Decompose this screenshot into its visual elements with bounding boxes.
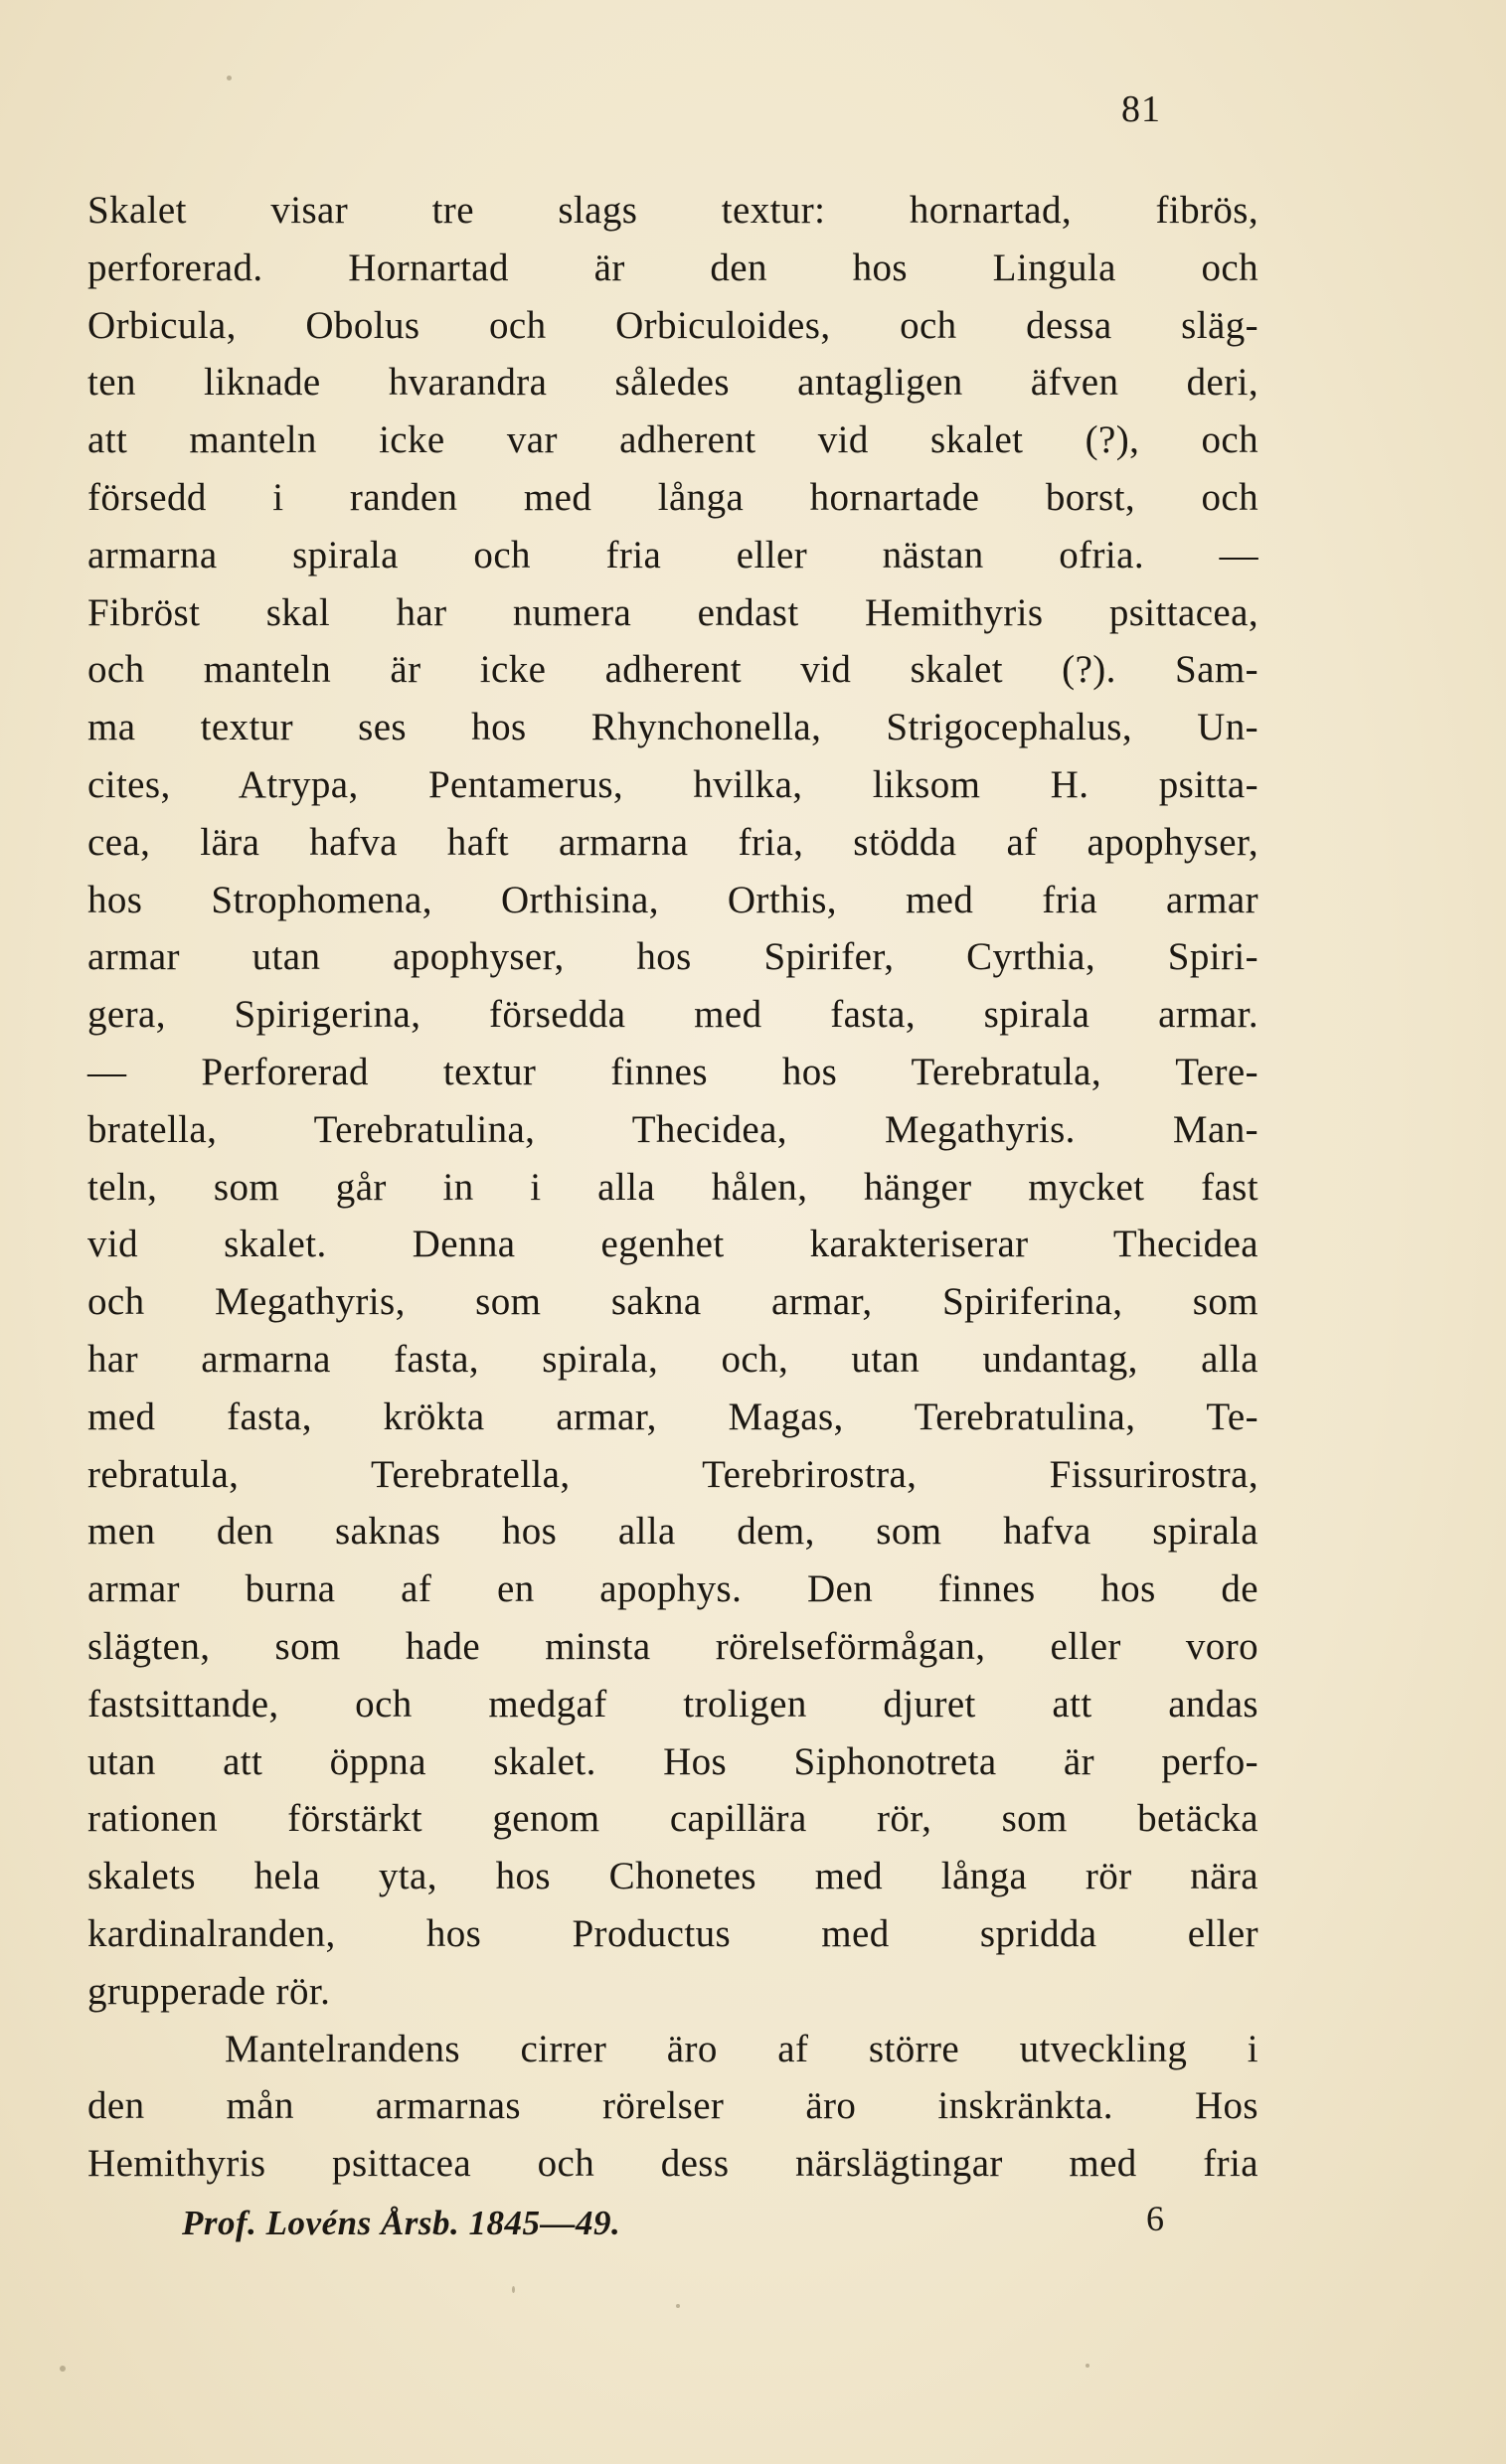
text-line: armarna spirala och fria eller nästan ofria. — bbox=[87, 533, 1258, 576]
text-line: kardinalranden, hos Productus med spridda eller bbox=[87, 1911, 1258, 1955]
signature-mark: Prof. Lovéns Årsb. 1845—49. bbox=[182, 2204, 621, 2242]
text-line: med fasta, krökta armar, Magas, Terebratulina, Te- bbox=[87, 1395, 1258, 1438]
body-text bbox=[87, 182, 1258, 2193]
text-line: skalets hela yta, hos Chonetes med långa rör nära bbox=[87, 1855, 1258, 1898]
text-line: hos Strophomena, Orthisina, Orthis, med fria armar bbox=[87, 878, 1258, 921]
text-line: — Perforerad textur finnes hos Terebratula, Tere- bbox=[87, 1050, 1258, 1093]
text-line: slägten, som hade minsta rörelseförmågan, eller voro bbox=[87, 1624, 1258, 1668]
text-line: Fibröst skal har numera endast Hemithyris psittacea, bbox=[87, 590, 1258, 634]
text-line: Mantelrandens cirrer äro af större utveckling i bbox=[225, 2027, 1258, 2070]
text-line: bratella, Terebratulina, Thecidea, Megathyris. Man- bbox=[87, 1107, 1258, 1151]
text-line: Orbicula, Obolus och Orbiculoides, och dessa släg- bbox=[87, 303, 1258, 347]
text-line: cites, Atrypa, Pentamerus, hvilka, liksom H. psitta- bbox=[87, 762, 1258, 806]
text-line: har armarna fasta, spirala, och, utan undantag, alla bbox=[87, 1337, 1258, 1381]
text-line: gera, Spirigerina, försedda med fasta, spirala armar. bbox=[87, 993, 1258, 1037]
text-line: försedd i randen med långa hornartade borst, och bbox=[87, 475, 1258, 519]
text-line: grupperade rör. bbox=[87, 1969, 331, 2013]
text-line: cea, lära hafva haft armarna fria, stödda af apophyser, bbox=[87, 820, 1258, 864]
text-line: teln, som går in i alla hålen, hänger mycket fast bbox=[87, 1165, 1258, 1209]
paper-speck bbox=[1086, 2364, 1089, 2368]
text-line: ten liknade hvarandra således antagligen äfven deri, bbox=[87, 361, 1258, 405]
text-line: Hemithyris psittacea och dess närslägtingar med fria bbox=[87, 2142, 1258, 2186]
text-line: armar utan apophyser, hos Spirifer, Cyrthia, Spiri- bbox=[87, 935, 1258, 979]
sheet-mark: 6 bbox=[1146, 2199, 1164, 2238]
paper-speck bbox=[512, 2286, 515, 2293]
text-line: vid skalet. Denna egenhet karakteriserar Thecidea bbox=[87, 1223, 1258, 1266]
text-line: Skalet visar tre slags textur: hornartad, fibrös, bbox=[87, 189, 1258, 232]
page-footer bbox=[182, 2199, 1176, 2253]
text-line: att manteln icke var adherent vid skalet (?), och bbox=[87, 418, 1258, 462]
text-line: den mån armarnas rörelser äro inskränkta. Hos bbox=[87, 2084, 1258, 2128]
page-number: 81 bbox=[1121, 88, 1161, 130]
text-line: rebratula, Terebratella, Terebrirostra, Fissurirostra, bbox=[87, 1452, 1258, 1496]
text-line: rationen förstärkt genom capillära rör, som betäcka bbox=[87, 1797, 1258, 1841]
text-line: och manteln är icke adherent vid skalet (?). Sam- bbox=[87, 648, 1258, 692]
text-line: utan att öppna skalet. Hos Siphonotreta är perfo- bbox=[87, 1739, 1258, 1783]
text-line: och Megathyris, som sakna armar, Spiriferina, som bbox=[87, 1280, 1258, 1324]
paper-speck bbox=[227, 76, 232, 81]
text-line: men den saknas hos alla dem, som hafva spirala bbox=[87, 1510, 1258, 1554]
text-line: ma textur ses hos Rhynchonella, Strigocephalus, Un- bbox=[87, 706, 1258, 749]
paper-speck bbox=[676, 2304, 680, 2308]
text-line: perforerad. Hornartad är den hos Lingula och bbox=[87, 246, 1258, 289]
text-line: armar burna af en apophys. Den finnes hos de bbox=[87, 1567, 1258, 1611]
paper-speck bbox=[60, 2366, 66, 2372]
text-line: fastsittande, och medgaf troligen djuret att andas bbox=[87, 1682, 1258, 1725]
